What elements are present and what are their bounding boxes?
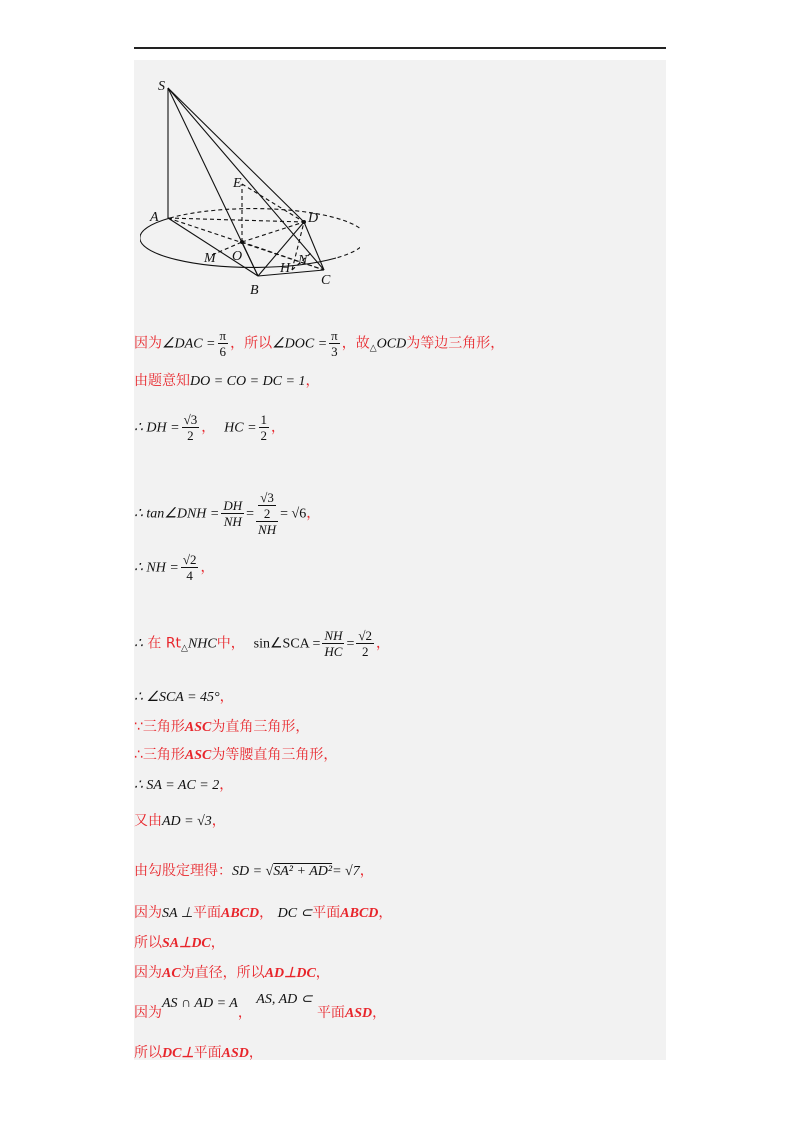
text: ，: [359, 863, 374, 879]
text: ，: [248, 1045, 263, 1061]
solution-line-14: [134, 934, 225, 953]
math: DC⊥: [162, 1046, 194, 1061]
math: SA⊥DC: [162, 936, 211, 951]
math: AS, AD ⊂: [256, 992, 313, 1007]
text: 为等腰直角三角形，: [211, 747, 338, 763]
label-A: A: [150, 210, 159, 225]
math: SA ⊥: [162, 906, 193, 921]
solution-line-16: [134, 992, 386, 1022]
triangle-symbol: △: [369, 343, 377, 354]
solution-line-5: [134, 552, 214, 583]
edge-ED: [242, 184, 304, 222]
label-H: H: [280, 261, 291, 276]
solution-line-2: [134, 372, 319, 391]
text: ，: [372, 1005, 387, 1021]
frac-den: NH: [258, 522, 277, 537]
frac-den: 2: [187, 428, 194, 443]
text: ，: [200, 559, 215, 576]
math: = √7: [332, 864, 360, 879]
text: 由勾股定理得：: [134, 863, 232, 879]
math: ∴: [134, 636, 143, 652]
edge-SD: [168, 88, 304, 222]
label-B: B: [250, 283, 259, 298]
frac-num: √3: [183, 412, 198, 427]
label-S: S: [158, 79, 165, 94]
math: AC: [162, 966, 181, 981]
math-angle-doc: ∠DOC =: [272, 336, 328, 352]
frac-den: NH: [223, 514, 242, 529]
frac-den: 6: [219, 344, 227, 359]
solution-line-11: [134, 812, 226, 831]
text: ，: [305, 373, 320, 389]
text: ，: [271, 419, 286, 436]
inner-fraction: [258, 490, 276, 521]
top-rule: [134, 47, 666, 49]
math: ∴ NH =: [134, 560, 179, 576]
text: ，: [376, 635, 391, 652]
fraction-dh-nh: [221, 498, 244, 529]
frac-num: [256, 490, 278, 522]
text: ，: [306, 505, 321, 522]
frac-den: 4: [186, 568, 193, 583]
equals: =: [246, 506, 255, 522]
math: ∴ DH =: [134, 420, 180, 436]
text: ∵三角形: [134, 719, 185, 735]
text: ，: [219, 777, 234, 793]
frac-den: 2: [260, 428, 268, 443]
text: 所以: [134, 935, 162, 951]
math-radicand: SA² + AD²: [273, 864, 333, 879]
text: 在 Rt: [147, 635, 182, 652]
solution-line-17: [134, 1044, 263, 1063]
math: = √6: [280, 506, 307, 522]
math: AS ∩ AD = A: [162, 996, 238, 1011]
fraction-pi-3: [329, 328, 340, 359]
text: 为直径，所以: [180, 965, 265, 981]
frac-den: HC: [324, 644, 343, 659]
text: ∴三角形: [134, 747, 185, 763]
math: HC =: [224, 420, 257, 436]
math: ABCD: [221, 906, 260, 921]
fraction-sqrt3-2: [182, 412, 200, 443]
edge-BC: [258, 270, 324, 276]
text: 又由: [134, 813, 162, 829]
frac-num: √2: [182, 552, 197, 567]
point-D: [302, 220, 306, 224]
math: ABCD: [340, 906, 379, 921]
math: AD = √3: [162, 814, 212, 829]
solution-line-15: [134, 964, 330, 983]
math: sin∠SCA =: [253, 636, 321, 652]
text: ，: [219, 689, 234, 705]
solution-line-8: [134, 718, 309, 737]
solution-line-1: [134, 328, 504, 359]
fraction-pi-6: [218, 328, 229, 359]
text: ，: [315, 965, 330, 981]
fraction-sqrt2-2: [356, 628, 374, 659]
text: 因为: [134, 905, 162, 921]
text: ，: [211, 813, 226, 829]
label-D: D: [308, 211, 319, 226]
label-O: O: [232, 249, 243, 264]
text: 由题意知: [134, 373, 190, 389]
math-angle-dac: ∠DAC =: [162, 336, 216, 352]
fraction-nh-hc: [322, 628, 344, 659]
frac-num: DH: [223, 498, 243, 513]
solution-line-4: [134, 490, 320, 537]
text: 平面: [312, 905, 341, 921]
math: ∴ SA = AC = 2: [134, 778, 220, 793]
frac-num: π: [219, 328, 227, 343]
text: 因为: [134, 965, 162, 981]
math: AD⊥DC: [264, 966, 316, 981]
math: ∴ ∠SCA = 45°: [134, 690, 220, 705]
geometry-figure: [140, 72, 360, 302]
text: ，: [378, 905, 393, 921]
math: ∴ tan∠DNH =: [134, 506, 220, 522]
frac-den: 2: [361, 644, 369, 659]
frac-num: NH: [324, 628, 343, 643]
math: SD = √: [232, 864, 274, 879]
solution-line-9: [134, 746, 337, 765]
fraction-1-2: [259, 412, 270, 443]
base-ellipse-back: [170, 209, 360, 258]
solution-line-12: [134, 862, 374, 881]
math: DO = CO = DC = 1: [190, 374, 306, 389]
text: 为直角三角形，: [211, 719, 310, 735]
solution-line-6: [134, 628, 390, 659]
text: 平面: [316, 1005, 345, 1021]
text: 平面: [193, 1045, 222, 1061]
text-hence: ，故: [341, 335, 370, 352]
math: ASD: [344, 1006, 373, 1021]
text: 平面: [193, 905, 221, 921]
math: DC ⊂: [277, 906, 313, 921]
solution-line-7: [134, 688, 234, 707]
point-O: [240, 240, 244, 244]
text: 因为: [134, 1005, 162, 1021]
frac-den: 2: [263, 506, 271, 521]
text: ，: [201, 419, 216, 436]
equals: =: [346, 636, 355, 652]
label-C: C: [321, 273, 331, 288]
edge-AD: [168, 218, 304, 222]
label-M: M: [204, 251, 216, 266]
text: ，: [237, 1005, 252, 1021]
math: NHC: [187, 636, 217, 652]
frac-den: 3: [331, 344, 338, 359]
frac-num: √2: [358, 628, 373, 643]
solution-line-13: [134, 904, 392, 923]
fraction-compound: [256, 490, 278, 537]
text: ，: [210, 935, 225, 951]
frac-num: √3: [260, 490, 274, 505]
text-so: ，所以: [230, 335, 273, 352]
math: ASC: [184, 720, 212, 735]
solution-line-10: [134, 776, 233, 795]
math: ASC: [184, 748, 212, 763]
fraction-sqrt2-4: [181, 552, 199, 583]
text: 所以: [134, 1045, 162, 1061]
label-E: E: [233, 176, 242, 191]
edge-OD: [242, 222, 304, 242]
frac-num: 1: [260, 412, 268, 427]
text: ，: [259, 905, 274, 921]
math: ASD: [221, 1046, 249, 1061]
frac-num: π: [331, 328, 338, 343]
edge-SC: [168, 88, 324, 270]
label-N: N: [298, 253, 308, 268]
text: 中，: [216, 635, 245, 652]
triangle-symbol: △: [181, 643, 188, 654]
text-cause: 因为: [134, 335, 162, 352]
solution-line-3: [134, 412, 285, 443]
math-ocd: OCD: [376, 336, 407, 352]
text-equilateral: 为等边三角形，: [406, 335, 505, 352]
